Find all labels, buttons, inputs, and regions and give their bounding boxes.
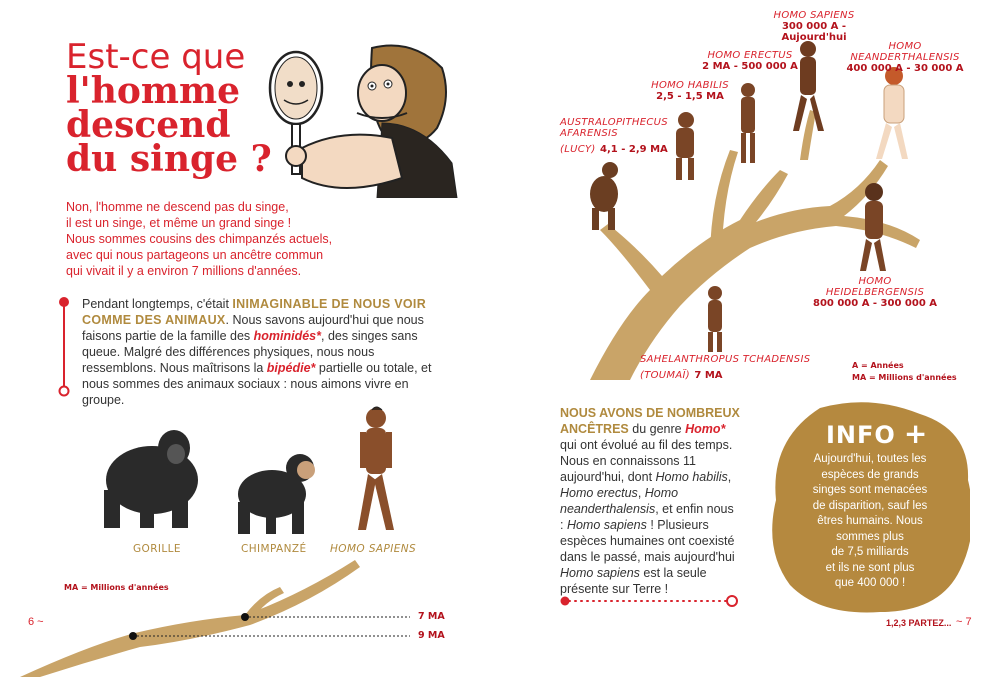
homo-neanderthalensis-figure	[870, 66, 914, 162]
gorilla-illustration	[92, 420, 200, 532]
legend-ma: MA = Millions d'années	[64, 583, 169, 592]
page-number-left: 6 ~	[28, 616, 44, 628]
series-name: 1,2,3 PARTEZ...	[886, 618, 952, 628]
label-tree-neanderthal: HOMO NEANDERTHALENSIS 400 000 A - 30 000 A	[846, 41, 964, 74]
paragraph-marker	[58, 296, 70, 398]
timeline-mark-9ma: 9 MA	[418, 630, 445, 641]
legend-millions: MA = Millions d'années	[852, 373, 957, 382]
legend-years: A = Années	[852, 361, 904, 370]
title-line-2: l'homme	[66, 70, 240, 112]
info-text: Aujourd'hui, toutes les espèces de grands singes sont menacées de disparition, sauf les êtres humains. Nous sommes plus de 7,5 milliards et ils ne sont plus que 400 000 !	[812, 453, 928, 589]
left-tree-branch	[0, 555, 450, 677]
label-tree-sahelanthropus: SAHELANTHROPUS TCHADENSIS (TOUMAÏ) 7 MA	[640, 354, 811, 381]
paragraph-marker-horizontal	[558, 594, 740, 608]
label-gorilla: GORILLE	[133, 543, 181, 555]
paragraph-hominids: Pendant longtemps, c'était INIMAGINABLE DE NOUS VOIR COMME DES ANIMAUX. Nous savons aujourd'hui que nous faisons partie de la famille des hominidés*, des singes sans queue. Malgré des différences physiques, nous nous ressemblons. Nous maîtrisons la bipédie* partielle ou totale, et nous sommes des animaux sociaux : nous aimons vivre en groupe.	[82, 297, 432, 407]
label-tree-habilis: HOMO HABILIS 2,5 - 1,5 MA	[651, 80, 729, 102]
homo-heidelbergensis-figure	[852, 182, 892, 272]
title-line-3: descend	[66, 104, 231, 146]
label-tree-heidelberg: HOMO HEIDELBERGENSIS 800 000 A - 300 000 A	[812, 276, 937, 309]
mirror-caveman-illustration	[262, 38, 462, 198]
label-tree-australopithecus: AUSTRALOPITHECUS AFARENSIS (LUCY) 4,1 - 2,9 MA	[560, 117, 668, 155]
page-number-right: ~ 7	[956, 616, 972, 628]
paragraph-ancestors: NOUS AVONS DE NOMBREUX ANCÊTRES du genre Homo* qui ont évolué au fil des temps. Nous en connaissons 11 aujourd'hui, dont Homo habilis, Homo erectus, Homo neanderthalensis, et enfin nous : Homo sapiens ! Plusieurs espèces humaines ont coexisté dans le passé, mais aujourd'hui Homo sapiens est la seule présente sur Terre !	[560, 406, 740, 596]
label-chimpanzee: CHIMPANZÉ	[241, 543, 307, 555]
info-plus-icon: +	[903, 417, 929, 450]
intro-text: Non, l'homme ne descend pas du singe, il est un singe, et même un grand singe ! Nous sommes cousins des chimpanzés actuels, avec qui nous partageons un ancêtre commun qui vivait il y a environ 7 millions d'années.	[66, 200, 333, 278]
title-line-1: Est-ce que	[66, 37, 246, 77]
australopithecus-figure	[580, 160, 630, 232]
label-tree-sapiens: HOMO SAPIENS 300 000 A - Aujourd'hui	[773, 10, 855, 43]
label-tree-erectus: HOMO ERECTUS 2 MA - 500 000 A	[702, 50, 798, 72]
page-title	[66, 37, 286, 180]
human-illustration	[348, 404, 404, 538]
label-homo-sapiens: HOMO SAPIENS	[330, 543, 417, 555]
timeline-mark-7ma: 7 MA	[418, 611, 445, 622]
info-title: INFO +	[826, 417, 929, 450]
sahelanthropus-figure	[700, 284, 730, 354]
chimpanzee-illustration	[228, 446, 320, 538]
title-line-4: du singe ?	[66, 138, 272, 180]
